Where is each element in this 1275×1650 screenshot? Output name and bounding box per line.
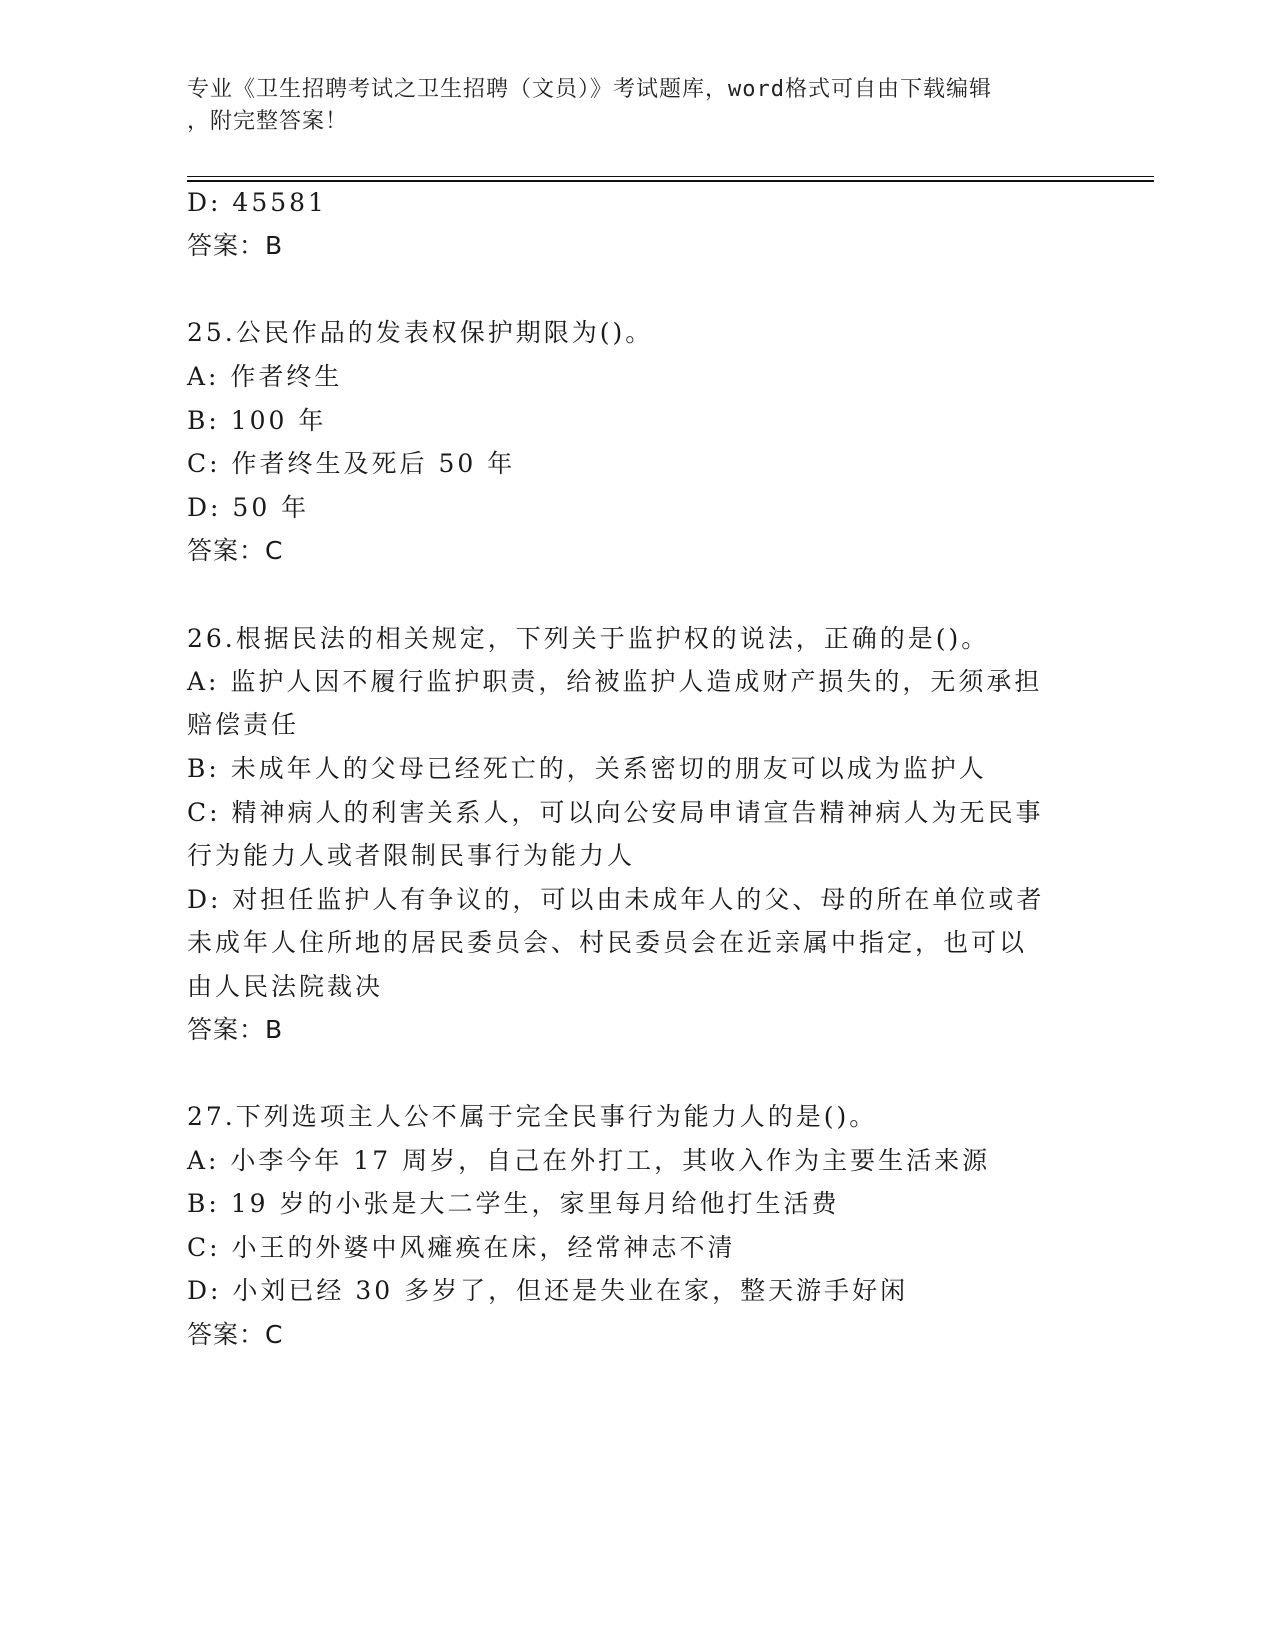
question-26-option-a-cont: 赔偿责任 xyxy=(187,710,300,739)
header-title-line-1: 专业《卫生招聘考试之卫生招聘（文员）》考试题库，word格式可自由下载编辑 xyxy=(187,77,992,102)
question-26-option-b: B: 未成年人的父母已经死亡的，关系密切的朋友可以成为监护人 xyxy=(187,754,987,783)
question-26-option-c: C: 精神病人的利害关系人，可以向公安局申请宣告精神病人为无民事 xyxy=(187,798,1044,827)
question-26-stem: 26.根据民法的相关规定，下列关于监护权的说法，正确的是()。 xyxy=(187,624,990,653)
question-25-stem: 25.公民作品的发表权保护期限为()。 xyxy=(187,318,654,347)
question-25-option-c: C: 作者终生及死后 50 年 xyxy=(187,449,516,478)
question-26-option-d-cont-1: 未成年人住所地的居民委员会、村民委员会在近亲属中指定，也可以 xyxy=(187,928,1028,957)
option-d-line: D: 45581 xyxy=(187,188,327,217)
question-25-option-d: D: 50 年 xyxy=(187,493,310,522)
question-27-option-b: B: 19 岁的小张是大二学生，家里每月给他打生活费 xyxy=(187,1189,840,1218)
question-26-option-a: A: 监护人因不履行监护职责，给被监护人造成财产损失的，无须承担 xyxy=(187,667,1043,696)
question-27-option-c: C: 小王的外婆中风瘫痪在床，经常神志不清 xyxy=(187,1233,736,1262)
question-25-answer: 答案：C xyxy=(187,536,284,565)
question-25-option-b: B: 100 年 xyxy=(187,406,327,435)
question-27-option-d: D: 小刘已经 30 多岁了，但还是失业在家，整天游手好闲 xyxy=(187,1276,909,1305)
question-27-answer: 答案：C xyxy=(187,1320,284,1349)
question-27-stem: 27.下列选项主人公不属于完全民事行为能力人的是()。 xyxy=(187,1102,878,1131)
question-26-option-c-cont: 行为能力人或者限制民事行为能力人 xyxy=(187,841,636,870)
header-divider-thin xyxy=(187,176,1154,177)
question-26-answer: 答案：B xyxy=(187,1015,284,1044)
question-25-option-a: A: 作者终生 xyxy=(187,362,343,391)
question-27-option-a: A: 小李今年 17 周岁，自己在外打工，其收入作为主要生活来源 xyxy=(187,1146,991,1175)
question-26-option-d-cont-2: 由人民法院裁决 xyxy=(187,972,384,1001)
header-divider-thick xyxy=(187,180,1154,182)
answer-line: 答案：B xyxy=(187,231,284,260)
page-header xyxy=(187,74,1067,138)
header-title-line-2: ，附完整答案！ xyxy=(187,109,349,134)
question-26-option-d: D: 对担任监护人有争议的，可以由未成年人的父、母的所在单位或者 xyxy=(187,885,1045,914)
